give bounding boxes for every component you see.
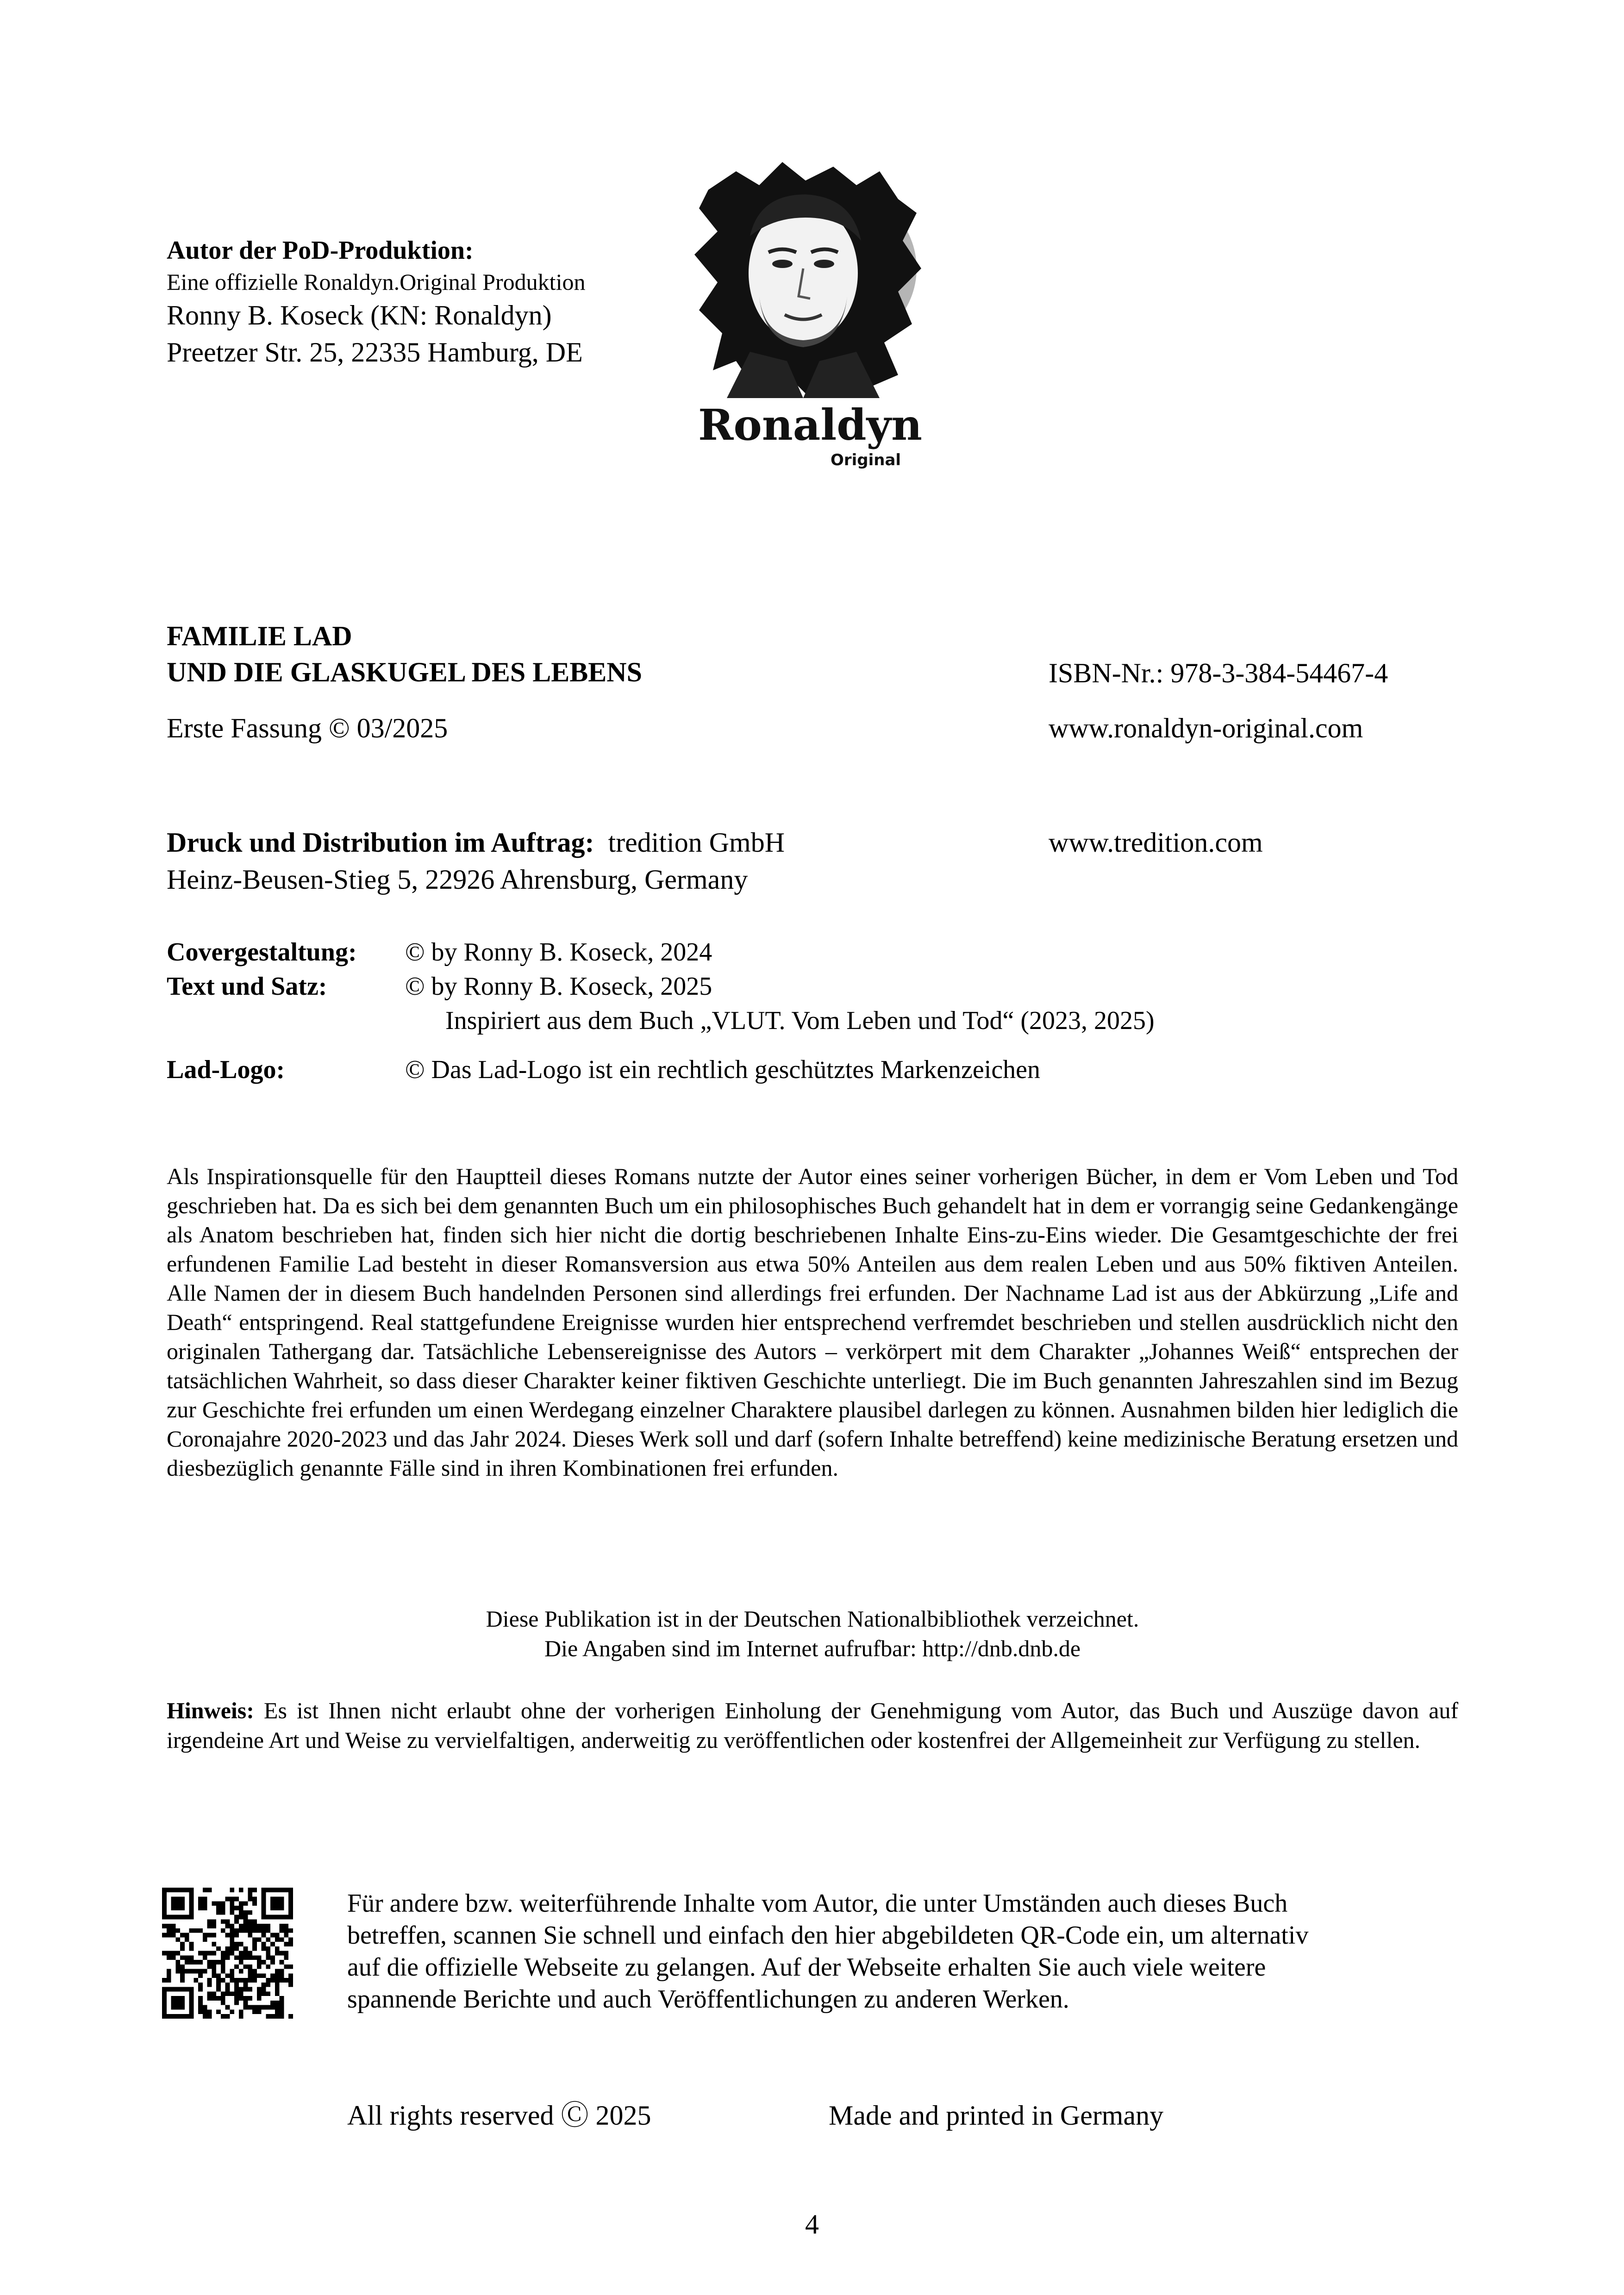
inspiration-paragraph: Als Inspirationsquelle für den Hauptteil dieses Romans nutzte der Autor eines seiner vorherigen Bücher, in dem er Vom Leben und Tod geschrieben hat. Da es sich bei dem genannten Buch um ein philosophisches Buch gehandelt hat in dem er vorrangig seine Gedankengänge als Anatom beschrieben hat, finden sich hier nicht die dortig beschriebenen Inhalte Eins-zu-Eins wieder. Die Gesamtgeschichte der frei erfundenen Familie Lad besteht in dieser Romansversion aus etwa 50% Anteilen aus dem realen Leben und aus 50% fiktiven Anteilen. Alle Namen der in diesem Buch handelnden Personen sind allerdings frei erfunden. Der Nachname Lad ist aus der Abkürzung „Life and Death“ entspringend. Real stattgefundene Ereignisse wurden hier entsprechend verfremdet beschrieben und stellen ausdrücklich nicht den originalen Tathergang dar. Tatsächliche Lebensereignisse des Autors – verkörpert mit dem Charakter „Johannes Weiß“ entsprechen der tatsächlichen Wahrheit, so dass dieser Charakter keiner fiktiven Geschichte unterliegt. Die im Buch genannten Jahreszahlen sind im Bezug zur Geschichte frei erfunden um einen Werdegang einzelner Charaktere plausibel darlegen zu können. Ausnahmen bilden hier lediglich die Coronajahre 2020-2023 und das Jahr 2024. Dieses Werk soll und darf (sofern Inhalte betreffend) keine medizinische Beratung ersetzen und diesbezüglich genannte Fälle sind in ihren Kombinationen frei erfunden. — [167, 1163, 1458, 1481]
made-in-germany: Made and printed in Germany — [829, 2100, 1164, 2131]
credit-logo-text: © Das Lad-Logo ist ein rechtlich geschütztes Markenzeichen — [405, 1055, 1041, 1084]
logo-sub: Original — [830, 451, 901, 469]
qr-code-icon[interactable] — [162, 1888, 293, 2019]
notice-text: Es ist Ihnen nicht erlaubt ohne der vorherigen Einholung der Genehmigung vom Autor, das Buch und Auszüge davon auf irgendeine Art und Weise zu vervielfaltigen, anderweitig zu veröffentlichen oder kostenfrei der Allgemeinheit zur Verfügung zu stellen. — [167, 1697, 1458, 1753]
qr-line4: spannende Berichte und auch Veröffentlichungen zu anderen Werken. — [347, 1985, 1069, 2014]
credit-cover-text: © by Ronny B. Koseck, 2024 — [405, 938, 712, 967]
qr-line3: auf die offizielle Webseite zu gelangen. Auf der Webseite erhalten Sie auch viele weitere — [347, 1953, 1266, 1982]
credit-text-label: Text und Satz: — [167, 972, 327, 1001]
notice-label: Hinweis: — [167, 1697, 254, 1723]
book-title-line1: FAMILIE LAD — [167, 621, 352, 651]
print-distribution — [167, 824, 1023, 898]
qr-description — [347, 1888, 1458, 2015]
page-number: 4 — [805, 2209, 819, 2239]
ronaldyn-logo — [681, 157, 940, 481]
print-company: tredition GmbH — [608, 827, 785, 858]
qr-line1: Für andere bzw. weiterführende Inhalte vom Autor, die unter Umständen auch dieses Buch — [347, 1889, 1288, 1918]
book-title — [167, 618, 907, 690]
author-website-link[interactable]: www.ronaldyn-original.com — [1049, 713, 1363, 743]
dnb-notice — [167, 1604, 1458, 1663]
copyright-notice — [167, 1696, 1458, 1755]
author-subtitle: Eine offizielle Ronaldyn.Original Produktion — [167, 269, 586, 295]
author-name: Ronny B. Koseck (KN: Ronaldyn) — [167, 300, 552, 331]
print-label: Druck und Distribution im Auftrag: — [167, 827, 594, 858]
isbn: ISBN-Nr.: 978-3-384-54467-4 — [1049, 658, 1388, 688]
credit-inspired: Inspiriert aus dem Buch „VLUT. Vom Leben und Tod“ (2023, 2025) — [445, 1006, 1155, 1035]
tredition-website-link[interactable]: www.tredition.com — [1049, 827, 1263, 858]
credit-logo-label: Lad-Logo: — [167, 1055, 285, 1084]
version-note: Erste Fassung © 03/2025 — [167, 713, 448, 743]
all-rights-reserved: All rights reserved Ⓒ 2025 — [347, 2100, 651, 2131]
author-address: Preetzer Str. 25, 22335 Hamburg, DE — [167, 337, 583, 368]
book-title-line2: UND DIE GLASKUGEL DES LEBENS — [167, 657, 642, 687]
qr-line2: betreffen, scannen Sie schnell und einfach den hier abgebildeten QR-Code ein, um alternativ — [347, 1921, 1309, 1950]
print-address: Heinz-Beusen-Stieg 5, 22926 Ahrensburg, Germany — [167, 864, 748, 895]
credit-text-text: © by Ronny B. Koseck, 2025 — [405, 972, 712, 1001]
author-portrait-logo-icon — [681, 157, 940, 481]
author-block — [167, 234, 722, 371]
dnb-line2: Die Angaben sind im Internet aufrufbar: http://dnb.dnb.de — [544, 1635, 1081, 1661]
dnb-line1: Diese Publikation ist in der Deutschen Nationalbibliothek verzeichnet. — [486, 1606, 1139, 1632]
credit-cover-label: Covergestaltung: — [167, 938, 357, 967]
author-heading: Autor der PoD-Produktion: — [167, 236, 474, 265]
logo-wordmark: Ronaldyn — [698, 400, 922, 450]
